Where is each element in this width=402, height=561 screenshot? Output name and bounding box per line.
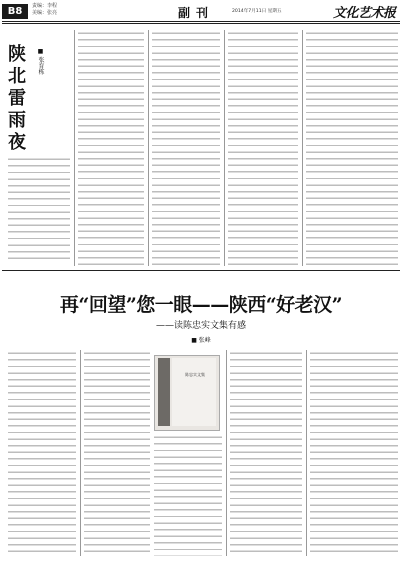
main-headline: 再“回望”您一眼——陕西“好老汉” xyxy=(59,294,343,316)
book-cover-title: 陈忠实文集 xyxy=(185,372,205,377)
top-article-column-4 xyxy=(228,30,298,266)
column-divider xyxy=(74,30,75,266)
masthead-logo: 文化艺术报 xyxy=(333,6,396,21)
main-article-author: ■ 张峰 xyxy=(191,337,211,344)
column-divider xyxy=(224,30,225,266)
column-divider xyxy=(302,30,303,266)
column-divider xyxy=(226,350,227,556)
dateline: 2014年7月11日 星期五 xyxy=(232,9,282,14)
header-rule-thin xyxy=(2,23,400,24)
section-title: 副刊 xyxy=(178,6,215,20)
article-divider-rule xyxy=(2,270,400,271)
main-article-column-2 xyxy=(84,350,150,556)
top-article-column-5 xyxy=(306,30,398,266)
column-divider xyxy=(80,350,81,556)
title-char: 夜 xyxy=(8,132,26,153)
top-article-column-2 xyxy=(78,30,144,266)
top-article-author: ■ 张育栋 xyxy=(37,48,44,75)
editor-info xyxy=(32,3,57,17)
designer-line: 美编：张亮 xyxy=(32,10,58,16)
title-char: 陕 xyxy=(8,44,26,65)
main-subheadline: ——读陈忠实文集有感 xyxy=(155,321,246,331)
main-article-column-5 xyxy=(310,350,398,556)
main-article-column-1 xyxy=(8,350,76,556)
title-char: 雨 xyxy=(8,110,26,131)
title-char: 北 xyxy=(8,66,26,87)
main-article-column-4 xyxy=(230,350,302,556)
page-number-badge: B8 xyxy=(2,4,28,19)
column-divider xyxy=(148,30,149,266)
book-spine xyxy=(158,358,170,426)
editor-line: 责编：李程 xyxy=(32,3,58,9)
header-rule xyxy=(2,21,400,22)
main-article-column-3 xyxy=(154,434,222,556)
column-divider xyxy=(306,350,307,556)
title-char: 雷 xyxy=(8,88,26,109)
top-article-column-1 xyxy=(8,156,70,264)
top-article-column-3 xyxy=(152,30,220,266)
book-cover xyxy=(172,358,216,426)
